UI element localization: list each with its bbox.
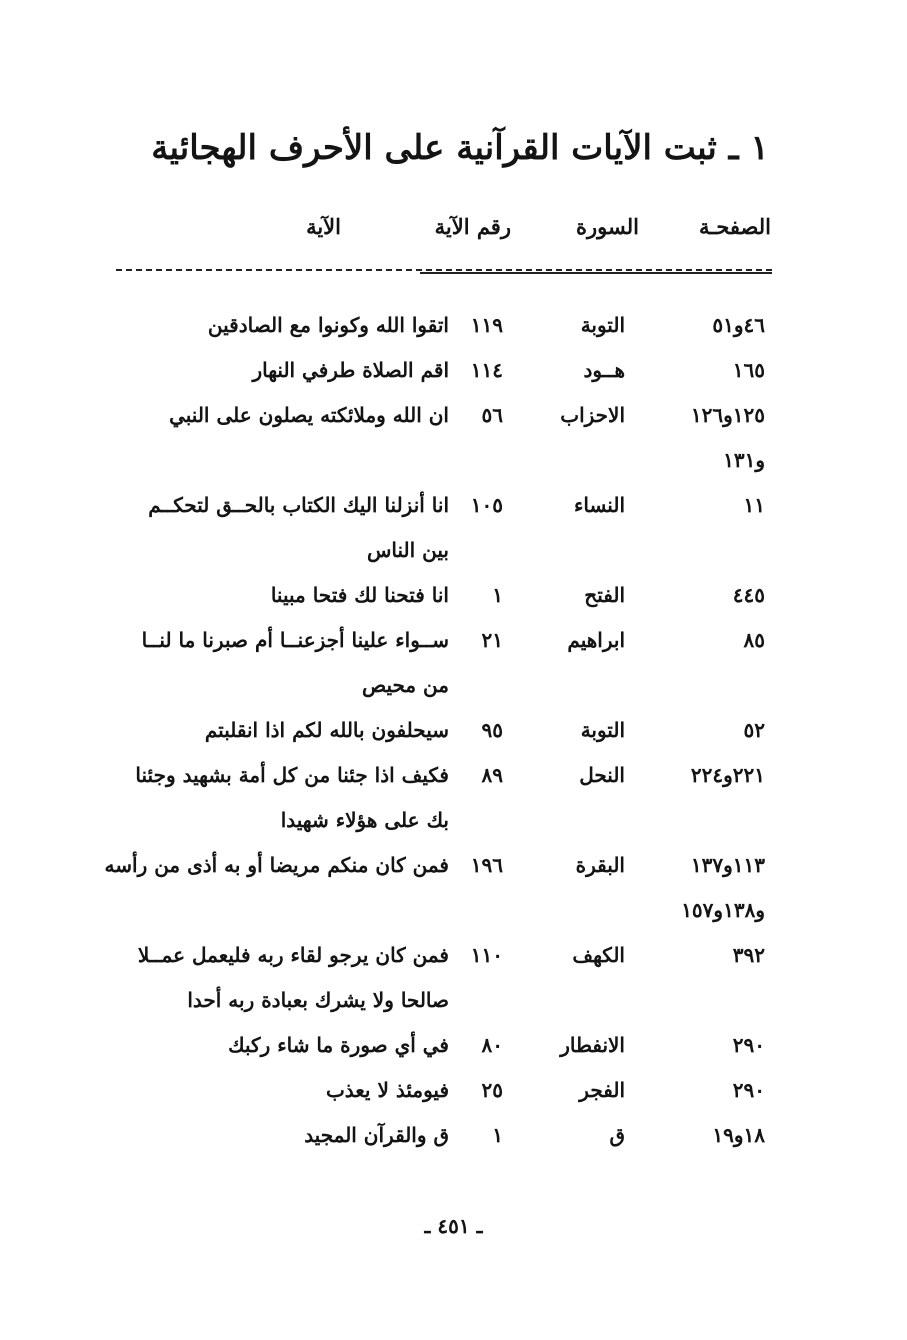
ayah-number-cell: ١١٠	[470, 943, 503, 967]
table-row	[0, 1033, 907, 1077]
surah-cell: ق	[609, 1123, 625, 1147]
page-cell: ٢٩٠	[732, 1033, 765, 1057]
ayah-text-cell: صالحا ولا يشرك بعبادة ربه أحدا	[187, 988, 449, 1012]
surah-cell: الانفطار	[560, 1033, 625, 1057]
table-row	[0, 538, 907, 582]
ayah-number-cell: ٨٩	[481, 763, 503, 787]
table-row	[0, 988, 907, 1032]
surah-cell: الكهف	[572, 943, 625, 967]
ayah-number-cell: ١٠٥	[470, 493, 503, 517]
table-row	[0, 403, 907, 447]
surah-cell: التوبة	[580, 718, 625, 742]
page-cell: ١١	[743, 493, 765, 517]
table-row	[0, 583, 907, 627]
ayah-number-cell: ٢١	[481, 628, 503, 652]
header-divider-solid	[420, 272, 772, 274]
ayah-number-cell: ٢٥	[481, 1078, 503, 1102]
ayah-number-cell: ١١٩	[470, 313, 503, 337]
ayah-text-cell: انا أنزلنا اليك الكتاب بالحــق لتحكــم	[148, 493, 449, 517]
page-cell: ٢٩٠	[732, 1078, 765, 1102]
ayah-text-cell: بين الناس	[367, 538, 449, 562]
ayah-number-cell: ٨٠	[481, 1033, 503, 1057]
page-cell: ١١٣و١٣٧	[690, 853, 765, 877]
ayah-number-cell: ١٩٦	[470, 853, 503, 877]
header-surah: السورة	[576, 214, 639, 239]
surah-cell: النحل	[579, 763, 625, 787]
page-cell: ٢٢١و٢٢٤	[690, 763, 765, 787]
table-row	[0, 1123, 907, 1167]
page-number: ـ ٤٥١ ـ	[424, 1214, 483, 1238]
surah-cell: الفتح	[584, 583, 625, 607]
ayah-text-cell: انا فتحنا لك فتحا مبينا	[270, 583, 449, 607]
page-cell: ١٦٥	[732, 358, 765, 382]
page-cell: ٤٤٥	[732, 583, 765, 607]
ayah-text-cell: ق والقرآن المجيد	[304, 1123, 449, 1147]
ayah-text-cell: من محيص	[361, 673, 449, 697]
surah-cell: الاحزاب	[560, 403, 625, 427]
ayah-number-cell: ٥٦	[481, 403, 503, 427]
table-row	[0, 1078, 907, 1122]
page-cell: و١٣٨و١٥٧	[681, 898, 765, 922]
ayah-text-cell: فكيف اذا جئنا من كل أمة بشهيد وجئنا	[135, 763, 449, 787]
surah-cell: الفجر	[579, 1078, 625, 1102]
page-cell: ٤٦و٥١	[712, 313, 765, 337]
ayah-text-cell: فيومئذ لا يعذب	[325, 1078, 449, 1102]
table-row	[0, 718, 907, 762]
header-page: الصفحـة	[698, 214, 771, 239]
ayah-number-cell: ١	[492, 583, 503, 607]
ayah-text-cell: في أي صورة ما شاء ركبك	[228, 1033, 449, 1057]
page-cell: ١٨و١٩	[712, 1123, 765, 1147]
table-row	[0, 313, 907, 357]
table-row	[0, 493, 907, 537]
surah-cell: التوبة	[580, 313, 625, 337]
ayah-text-cell: فمن كان يرجو لقاء ربه فليعمل عمــلا	[137, 943, 449, 967]
table-row	[0, 358, 907, 402]
table-row	[0, 763, 907, 807]
ayah-number-cell: ١١٤	[470, 358, 503, 382]
header-ayah-number: رقم الآية	[434, 214, 511, 239]
table-row	[0, 673, 907, 717]
ayah-text-cell: سيحلفون بالله لكم اذا انقلبتم	[204, 718, 449, 742]
page-cell: ٨٥	[743, 628, 765, 652]
header-ayah: الآية	[306, 214, 341, 239]
ayah-text-cell: ان الله وملائكته يصلون على النبي	[169, 403, 449, 427]
table-row	[0, 853, 907, 897]
ayah-text-cell: اقم الصلاة طرفي النهار	[252, 358, 449, 382]
page-cell: ١٢٥و١٢٦	[690, 403, 765, 427]
ayah-text-cell: ســواء علينا أجزعنــا أم صبرنا ما لنــا	[141, 628, 449, 652]
table-header	[0, 214, 907, 254]
table-row	[0, 943, 907, 987]
ayah-number-cell: ١	[492, 1123, 503, 1147]
surah-cell: ابراهيم	[567, 628, 625, 652]
surah-cell: البقرة	[575, 853, 625, 877]
ayah-text-cell: اتقوا الله وكونوا مع الصادقين	[207, 313, 449, 337]
page-cell: و١٣١	[723, 448, 765, 472]
page-cell: ٥٢	[743, 718, 765, 742]
surah-cell: هــود	[583, 358, 625, 382]
table-row	[0, 448, 907, 492]
table-row	[0, 898, 907, 942]
ayah-text-cell: بك على هؤلاء شهيدا	[280, 808, 449, 832]
surah-cell: النساء	[573, 493, 625, 517]
ayah-number-cell: ٩٥	[481, 718, 503, 742]
header-divider	[116, 269, 772, 271]
ayah-text-cell: فمن كان منكم مريضا أو به أذى من رأسه	[104, 853, 449, 877]
table-row	[0, 628, 907, 672]
table-row	[0, 808, 907, 852]
page-title: ١ ـ ثبت الآيات القرآنية على الأحرف الهجائية	[151, 128, 769, 168]
page-cell: ٣٩٢	[732, 943, 765, 967]
